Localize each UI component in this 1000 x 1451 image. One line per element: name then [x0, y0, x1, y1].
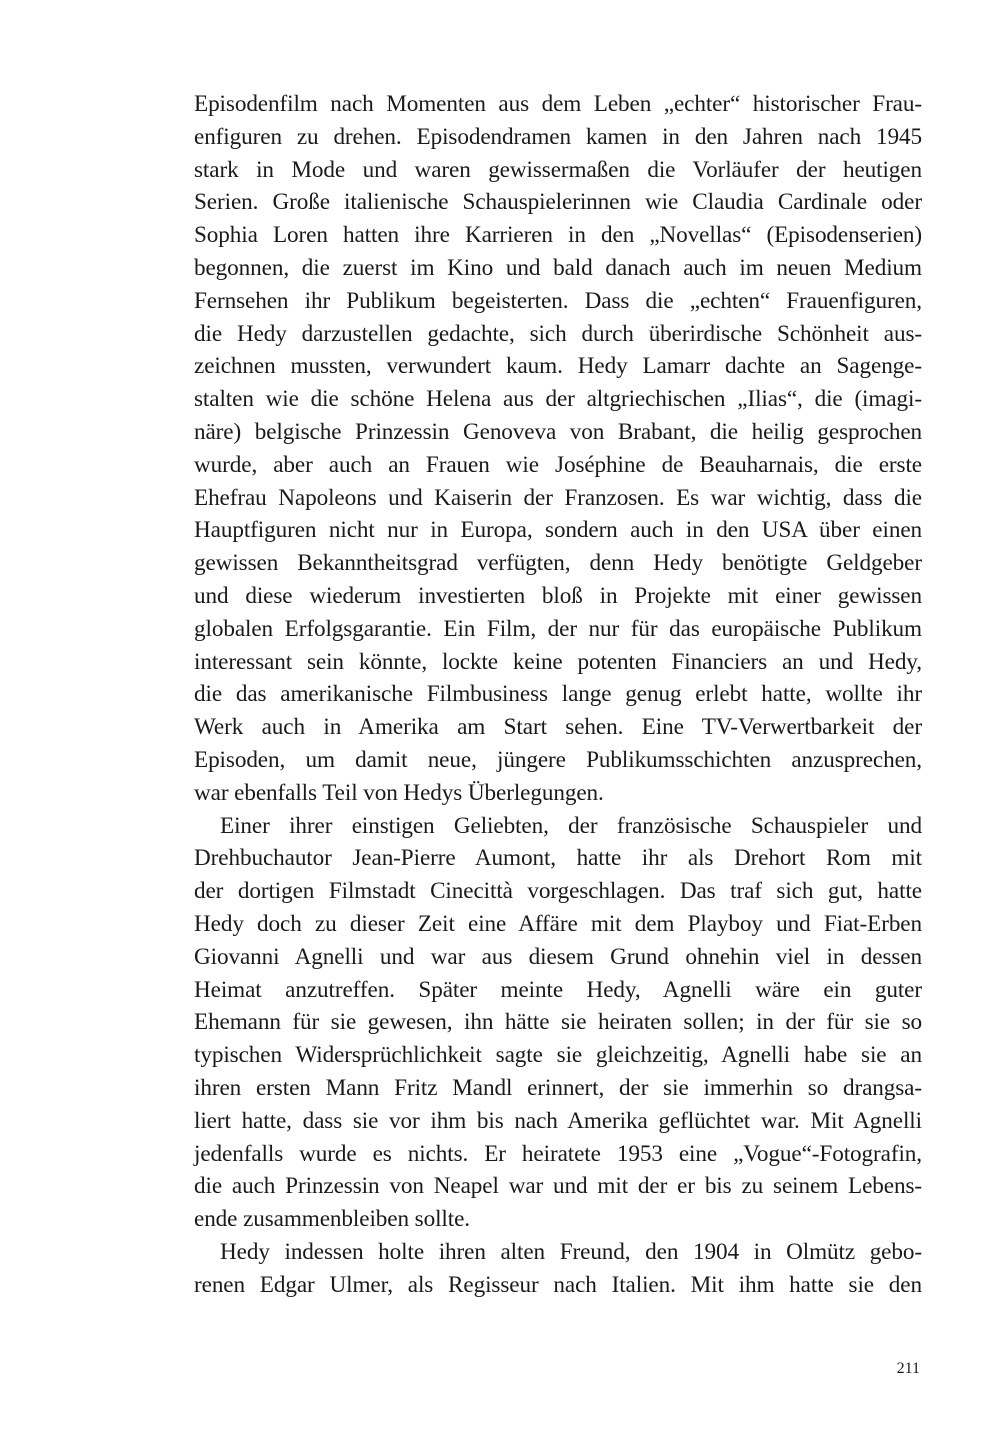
text-line: Werk auch in Amerika am Start sehen. Eine TV-Verwertbarkeit der: [194, 714, 922, 741]
text-line: Hedy doch zu dieser Zeit eine Affäre mit dem Playboy und Fiat-Erben: [194, 910, 922, 937]
text-line: Einer ihrer einstigen Geliebten, der französische Schauspieler und: [220, 812, 922, 839]
text-line: Heimat anzutreffen. Später meinte Hedy, Agnelli wäre ein guter: [194, 976, 922, 1003]
text-line: die auch Prinzessin von Neapel war und mit der er bis zu seinem Lebens-: [194, 1173, 922, 1200]
text-line: jedenfalls wurde es nichts. Er heiratete 1953 eine „Vogue“-Fotografin,: [194, 1140, 922, 1167]
text-line: war ebenfalls Teil von Hedys Überlegungen.: [194, 779, 604, 806]
text-line: Episodenfilm nach Momenten aus dem Leben „echter“ historischer Frau-: [194, 91, 922, 117]
text-line: enfiguren zu drehen. Episodendramen kamen in den Jahren nach 1945: [194, 123, 922, 150]
text-line: zeichnen mussten, verwundert kaum. Hedy Lamarr dachte an Sagenge-: [194, 353, 922, 380]
text-line: Sophia Loren hatten ihre Karrieren in den „Novellas“ (Episodenserien): [194, 222, 922, 249]
text-line: typischen Widersprüchlichkeit sagte sie gleichzeitig, Agnelli habe sie an: [194, 1042, 922, 1069]
page-number: 211: [896, 1360, 920, 1377]
text-line: näre) belgische Prinzessin Genoveva von Brabant, die heilig gesprochen: [194, 418, 922, 445]
paragraph: [194, 88, 922, 810]
text-line: Ehefrau Napoleons und Kaiserin der Franzosen. Es war wichtig, dass die: [194, 484, 922, 511]
text-line: interessant sein könnte, lockte keine potenten Financiers an und Hedy,: [194, 648, 922, 675]
text-line: gewissen Bekanntheitsgrad verfügten, denn Hedy benötigte Geldgeber: [194, 550, 922, 577]
text-line: ende zusammenbleiben sollte.: [194, 1206, 471, 1233]
text-line: renen Edgar Ulmer, als Regisseur nach Italien. Mit ihm hatte sie den: [194, 1271, 922, 1298]
text-line: der dortigen Filmstadt Cinecittà vorgeschlagen. Das traf sich gut, hatte: [194, 878, 922, 905]
text-line: Giovanni Agnelli und war aus diesem Grund ohnehin viel in dessen: [194, 943, 922, 970]
text-line: begonnen, die zuerst im Kino und bald danach auch im neuen Medium: [194, 254, 922, 281]
text-line: Serien. Große italienische Schauspielerinnen wie Claudia Cardinale oder: [194, 189, 922, 216]
text-line: stalten wie die schöne Helena aus der altgriechischen „Ilias“, die (imagi-: [194, 386, 922, 413]
paragraph: [194, 810, 922, 1236]
text-line: stark in Mode und waren gewissermaßen die Vorläufer der heutigen: [194, 156, 922, 183]
text-line: wurde, aber auch an Frauen wie Joséphine de Beauharnais, die erste: [194, 451, 922, 478]
text-line: Drehbuchautor Jean-Pierre Aumont, hatte ihr als Drehort Rom mit: [194, 845, 922, 872]
paragraph: [194, 1236, 922, 1302]
text-line: globalen Erfolgsgarantie. Ein Film, der nur für das europäische Publikum: [194, 615, 922, 642]
text-line: Episoden, um damit neue, jüngere Publikumsschichten anzusprechen,: [194, 746, 922, 773]
text-line: liert hatte, dass sie vor ihm bis nach Amerika geflüchtet war. Mit Agnelli: [194, 1107, 922, 1134]
text-line: und diese wiederum investierten bloß in Projekte mit einer gewissen: [194, 582, 922, 609]
text-line: die das amerikanische Filmbusiness lange genug erlebt hatte, wollte ihr: [194, 681, 922, 708]
text-line: Hedy indessen holte ihren alten Freund, den 1904 in Olmütz gebo-: [220, 1238, 922, 1265]
text-line: Fernsehen ihr Publikum begeisterten. Dass die „echten“ Frauenfiguren,: [194, 287, 922, 314]
text-line: Hauptfiguren nicht nur in Europa, sondern auch in den USA über einen: [194, 517, 922, 544]
text-line: Ehemann für sie gewesen, ihn hätte sie heiraten sollen; in der für sie so: [194, 1009, 922, 1036]
text-line: die Hedy darzustellen gedachte, sich durch überirdische Schönheit aus-: [194, 320, 922, 347]
body-text: [194, 88, 922, 1301]
text-line: ihren ersten Mann Fritz Mandl erinnert, der sie immerhin so drangsa-: [194, 1074, 922, 1101]
